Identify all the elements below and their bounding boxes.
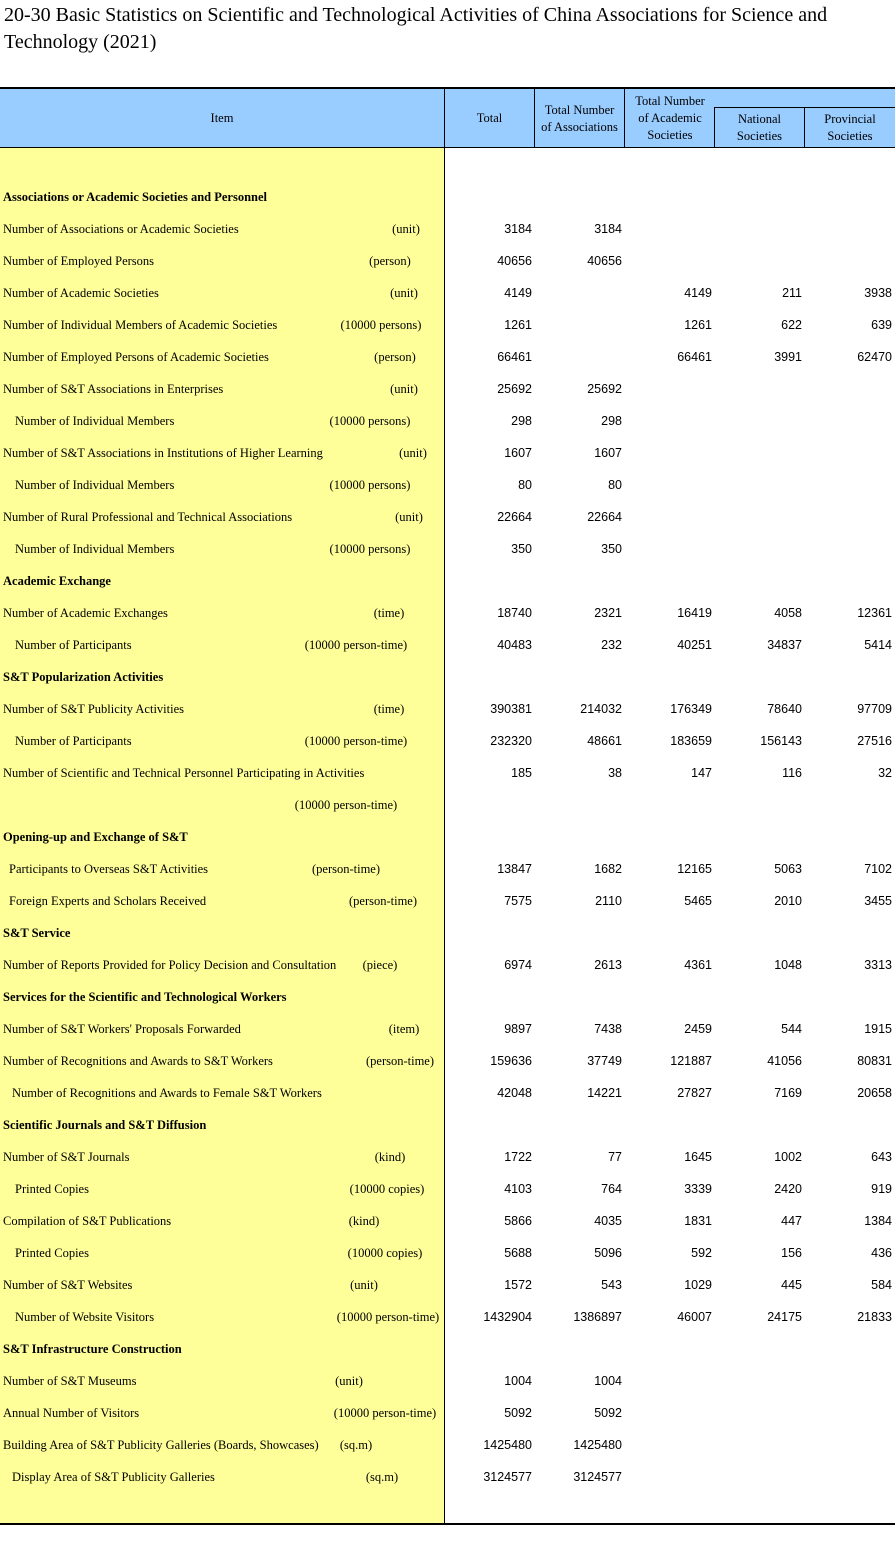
row-label: Number of Individual Members — [15, 478, 175, 492]
row-unit: (person) — [374, 350, 416, 364]
cell-value: 3339 — [684, 1182, 712, 1196]
row-unit: (10000 person-time) — [304, 734, 408, 748]
cell-value — [722, 789, 802, 821]
cell-value — [542, 341, 622, 373]
row-unit: (kind) — [374, 1150, 406, 1164]
section-row — [0, 821, 895, 853]
row-unit: (sq.m) — [365, 1470, 399, 1484]
row-label: Number of Website Visitors — [15, 1310, 155, 1324]
table-row — [0, 1461, 895, 1493]
section-row — [0, 1333, 895, 1365]
cell-value: 390381 — [490, 702, 532, 716]
row-label: Annual Number of Visitors — [3, 1406, 140, 1420]
cell-value: 2613 — [594, 958, 622, 972]
cell-value: 1607 — [504, 446, 532, 460]
cell-value: 14221 — [587, 1086, 622, 1100]
cell-value: 1004 — [594, 1374, 622, 1388]
row-label: Number of S&T Associations in Institutions of Higher Learning — [3, 446, 323, 460]
cell-value — [542, 309, 622, 341]
cell-value: 1682 — [594, 862, 622, 876]
cell-value: 584 — [871, 1278, 892, 1292]
cell-value: 40656 — [497, 254, 532, 268]
row-unit: (unit) — [392, 222, 420, 236]
row-unit: (item) — [388, 1022, 420, 1036]
row-unit: (person-time) — [311, 862, 381, 876]
table-row — [0, 1013, 895, 1045]
table-header — [0, 87, 895, 148]
cell-value: 3313 — [864, 958, 892, 972]
cell-value: 643 — [871, 1150, 892, 1164]
cell-value: 764 — [601, 1182, 622, 1196]
table-row — [0, 1173, 895, 1205]
row-unit: (unit) — [395, 510, 423, 524]
cell-value: 21833 — [857, 1310, 892, 1324]
cell-value: 80831 — [857, 1054, 892, 1068]
header-national-societies: National Societies — [736, 111, 783, 143]
cell-value — [812, 1365, 892, 1397]
cell-value: 13847 — [497, 862, 532, 876]
cell-value — [542, 789, 622, 821]
cell-value: 5688 — [504, 1246, 532, 1260]
cell-value: 1048 — [774, 958, 802, 972]
cell-value — [632, 437, 712, 469]
cell-value: 147 — [691, 766, 712, 780]
cell-value: 639 — [871, 318, 892, 332]
row-label: Participants to Overseas S&T Activities — [9, 862, 209, 876]
cell-value: 5092 — [594, 1406, 622, 1420]
cell-value: 350 — [601, 542, 622, 556]
row-unit: (sq.m) — [339, 1438, 373, 1452]
cell-value: 25692 — [497, 382, 532, 396]
cell-value: 77 — [608, 1150, 622, 1164]
table-row — [0, 1365, 895, 1397]
cell-value — [632, 469, 712, 501]
cell-value: 1915 — [864, 1022, 892, 1036]
cell-value: 919 — [871, 1182, 892, 1196]
cell-value: 4058 — [774, 606, 802, 620]
cell-value: 48661 — [587, 734, 622, 748]
cell-value: 78640 — [767, 702, 802, 716]
section-title: Scientific Journals and S&T Diffusion — [3, 1118, 207, 1132]
table-row — [0, 309, 895, 341]
cell-value: 80 — [608, 478, 622, 492]
cell-value: 18740 — [497, 606, 532, 620]
row-label: Number of S&T Websites — [3, 1278, 133, 1292]
cell-value: 1432904 — [483, 1310, 532, 1324]
row-unit: (time) — [373, 606, 405, 620]
cell-value: 46007 — [677, 1310, 712, 1324]
cell-value: 1572 — [504, 1278, 532, 1292]
cell-value: 1004 — [504, 1374, 532, 1388]
cell-value — [632, 533, 712, 565]
row-label: Printed Copies — [15, 1182, 89, 1196]
header-divider — [714, 107, 715, 148]
cell-value: 3455 — [864, 894, 892, 908]
table-row — [0, 1397, 895, 1429]
row-unit: (unit) — [390, 382, 418, 396]
table-row — [0, 405, 895, 437]
row-label: Number of S&T Museums — [3, 1374, 137, 1388]
row-unit: (10000 persons) — [329, 414, 411, 428]
cell-value — [632, 213, 712, 245]
row-label: Number of Employed Persons of Academic Societies — [3, 350, 269, 364]
cell-value: 1002 — [774, 1150, 802, 1164]
header-provincial-societies: Provincial Societies — [824, 111, 876, 143]
table-row — [0, 725, 895, 757]
cell-value — [632, 1461, 712, 1493]
section-title: Associations or Academic Societies and Personnel — [3, 190, 267, 204]
cell-value — [722, 1365, 802, 1397]
cell-value: 592 — [691, 1246, 712, 1260]
cell-value: 2459 — [684, 1022, 712, 1036]
cell-value: 185 — [511, 766, 532, 780]
row-label: Number of Recognitions and Awards to Female S&T Workers — [12, 1086, 322, 1100]
cell-value: 34837 — [767, 638, 802, 652]
section-row — [0, 981, 895, 1013]
cell-value: 350 — [511, 542, 532, 556]
cell-value: 22664 — [497, 510, 532, 524]
row-unit: (10000 persons) — [340, 318, 422, 332]
cell-value: 3124577 — [573, 1470, 622, 1484]
cell-value: 211 — [782, 286, 802, 300]
row-label: Printed Copies — [15, 1246, 89, 1260]
header-subgroup-line — [714, 107, 895, 108]
cell-value: 1261 — [504, 318, 532, 332]
cell-value: 156 — [781, 1246, 802, 1260]
row-label: Number of Individual Members — [15, 542, 175, 556]
cell-value — [812, 373, 892, 405]
row-unit: (unit) — [350, 1278, 378, 1292]
header-total-associations: Total Number of Associations — [541, 102, 618, 134]
section-row — [0, 661, 895, 693]
row-label: Number of Recognitions and Awards to S&T Workers — [3, 1054, 273, 1068]
header-divider — [534, 89, 535, 148]
cell-value — [632, 405, 712, 437]
row-unit: (10000 copies) — [347, 1246, 423, 1260]
cell-value — [632, 789, 712, 821]
section-title: Opening-up and Exchange of S&T — [3, 830, 188, 844]
table-row — [0, 341, 895, 373]
cell-value — [812, 469, 892, 501]
cell-value — [812, 501, 892, 533]
cell-value: 214032 — [580, 702, 622, 716]
table-row — [0, 245, 895, 277]
cell-value: 116 — [782, 766, 802, 780]
cell-value: 1386897 — [573, 1310, 622, 1324]
cell-value: 3124577 — [483, 1470, 532, 1484]
cell-value: 298 — [511, 414, 532, 428]
cell-value — [812, 1429, 892, 1461]
cell-value: 298 — [601, 414, 622, 428]
section-row — [0, 565, 895, 597]
row-unit: (10000 person-time) — [336, 1310, 440, 1324]
cell-value: 232320 — [490, 734, 532, 748]
cell-value: 3991 — [774, 350, 802, 364]
table-row — [0, 885, 895, 917]
cell-value: 4035 — [594, 1214, 622, 1228]
table-row — [0, 437, 895, 469]
cell-value — [452, 789, 532, 821]
cell-value: 5096 — [594, 1246, 622, 1260]
cell-value: 3938 — [864, 286, 892, 300]
table-row — [0, 1077, 895, 1109]
cell-value: 40251 — [677, 638, 712, 652]
row-unit: (10000 person-time) — [304, 638, 408, 652]
page-title: 20-30 Basic Statistics on Scientific and Technological Activities of China Associations for Science and Technology (2021) — [4, 4, 828, 53]
cell-value: 66461 — [677, 350, 712, 364]
table-row — [0, 853, 895, 885]
table-row — [0, 597, 895, 629]
cell-value — [722, 533, 802, 565]
table-row — [0, 1429, 895, 1461]
header-total: Total — [476, 111, 503, 125]
cell-value: 7575 — [504, 894, 532, 908]
cell-value — [722, 1397, 802, 1429]
cell-value — [722, 1461, 802, 1493]
section-title: S&T Popularization Activities — [3, 670, 164, 684]
cell-value: 40483 — [497, 638, 532, 652]
cell-value: 4361 — [684, 958, 712, 972]
cell-value — [812, 245, 892, 277]
cell-value — [722, 245, 802, 277]
cell-value: 62470 — [857, 350, 892, 364]
cell-value — [812, 1461, 892, 1493]
cell-value — [812, 1397, 892, 1429]
row-label: Compilation of S&T Publications — [3, 1214, 172, 1228]
cell-value: 1261 — [684, 318, 712, 332]
section-title: S&T Service — [3, 926, 71, 940]
cell-value: 5414 — [864, 638, 892, 652]
cell-value: 543 — [601, 1278, 622, 1292]
cell-value: 40656 — [587, 254, 622, 268]
table-row — [0, 533, 895, 565]
cell-value: 16419 — [677, 606, 712, 620]
cell-value: 1722 — [504, 1150, 532, 1164]
row-label: Number of Rural Professional and Technical Associations — [3, 510, 293, 524]
cell-value: 4149 — [684, 286, 712, 300]
row-unit: (unit) — [399, 446, 427, 460]
cell-value — [722, 405, 802, 437]
row-label: Number of S&T Journals — [3, 1150, 130, 1164]
row-unit: (10000 persons) — [329, 542, 411, 556]
row-label: Foreign Experts and Scholars Received — [9, 894, 207, 908]
table-row — [0, 693, 895, 725]
cell-value: 622 — [781, 318, 802, 332]
cell-value: 12361 — [857, 606, 892, 620]
cell-value: 3184 — [504, 222, 532, 236]
row-label: Number of Reports Provided for Policy Decision and Consultation — [3, 958, 337, 972]
cell-value: 22664 — [587, 510, 622, 524]
cell-value — [632, 501, 712, 533]
row-label: Number of Individual Members of Academic Societies — [3, 318, 278, 332]
cell-value: 121887 — [670, 1054, 712, 1068]
section-row — [0, 181, 895, 213]
row-unit: (unit) — [390, 286, 418, 300]
header-total-academic-societies: Total Number of Academic Societies — [635, 94, 705, 142]
row-label: Number of S&T Workers' Proposals Forwarded — [3, 1022, 241, 1036]
cell-value: 176349 — [670, 702, 712, 716]
cell-value — [722, 469, 802, 501]
cell-value — [722, 501, 802, 533]
table-row — [0, 1301, 895, 1333]
table-row — [0, 373, 895, 405]
cell-value: 159636 — [490, 1054, 532, 1068]
row-label: Number of Scientific and Technical Personnel Participating in Activities — [3, 766, 365, 780]
row-label: Number of Associations or Academic Societies — [3, 222, 239, 236]
cell-value: 5063 — [774, 862, 802, 876]
cell-value: 37749 — [587, 1054, 622, 1068]
cell-value: 42048 — [497, 1086, 532, 1100]
cell-value: 2321 — [594, 606, 622, 620]
cell-value — [812, 405, 892, 437]
cell-value: 436 — [871, 1246, 892, 1260]
table-row — [0, 629, 895, 661]
statistics-table — [0, 87, 895, 1526]
section-title: S&T Infrastructure Construction — [3, 1342, 182, 1356]
row-unit: (piece) — [362, 958, 398, 972]
row-label: Building Area of S&T Publicity Galleries (Boards, Showcases) — [3, 1438, 319, 1452]
cell-value — [632, 1397, 712, 1429]
cell-value: 27827 — [677, 1086, 712, 1100]
cell-value — [542, 277, 622, 309]
cell-value: 5866 — [504, 1214, 532, 1228]
header-divider — [804, 107, 805, 148]
cell-value: 5092 — [504, 1406, 532, 1420]
section-title: Academic Exchange — [3, 574, 111, 588]
table-bottom-rule — [0, 1523, 895, 1525]
cell-value: 5465 — [684, 894, 712, 908]
table-row — [0, 469, 895, 501]
cell-value: 445 — [781, 1278, 802, 1292]
cell-value: 80 — [518, 478, 532, 492]
cell-value: 1607 — [594, 446, 622, 460]
row-unit: (10000 persons) — [329, 478, 411, 492]
cell-value: 7102 — [864, 862, 892, 876]
row-unit: (person-time) — [365, 1054, 435, 1068]
row-label: Number of Participants — [15, 734, 132, 748]
table-row — [0, 1269, 895, 1301]
cell-value: 1425480 — [573, 1438, 622, 1452]
cell-value — [722, 1429, 802, 1461]
cell-value — [632, 245, 712, 277]
cell-value: 6974 — [504, 958, 532, 972]
cell-value — [812, 533, 892, 565]
cell-value — [722, 373, 802, 405]
cell-value: 12165 — [677, 862, 712, 876]
cell-value — [632, 373, 712, 405]
cell-value: 1425480 — [483, 1438, 532, 1452]
cell-value: 4149 — [504, 286, 532, 300]
row-unit: (10000 person-time) — [294, 798, 398, 812]
header-divider — [624, 89, 625, 148]
cell-value: 447 — [781, 1214, 802, 1228]
table-row — [0, 757, 895, 789]
cell-value — [812, 789, 892, 821]
cell-value — [812, 437, 892, 469]
cell-value: 1384 — [864, 1214, 892, 1228]
cell-value: 25692 — [587, 382, 622, 396]
section-row — [0, 1109, 895, 1141]
section-title: Services for the Scientific and Technological Workers — [3, 990, 287, 1004]
cell-value — [632, 1429, 712, 1461]
table-row — [0, 501, 895, 533]
table-row — [0, 1237, 895, 1269]
cell-value: 97709 — [857, 702, 892, 716]
cell-value: 20658 — [857, 1086, 892, 1100]
row-label: Number of Employed Persons — [3, 254, 155, 268]
cell-value — [722, 437, 802, 469]
table-row — [0, 277, 895, 309]
cell-value: 1831 — [684, 1214, 712, 1228]
cell-value: 41056 — [767, 1054, 802, 1068]
table-row — [0, 949, 895, 981]
cell-value: 66461 — [497, 350, 532, 364]
row-label: Number of S&T Publicity Activities — [3, 702, 185, 716]
table-row — [0, 1205, 895, 1237]
cell-value: 544 — [781, 1022, 802, 1036]
cell-value: 38 — [608, 766, 622, 780]
table-row — [0, 789, 895, 821]
section-row — [0, 917, 895, 949]
header-item: Item — [210, 111, 234, 125]
cell-value: 2420 — [774, 1182, 802, 1196]
row-label: Number of Academic Societies — [3, 286, 159, 300]
row-label: Number of Participants — [15, 638, 132, 652]
row-unit: (unit) — [335, 1374, 363, 1388]
row-label: Number of Academic Exchanges — [3, 606, 168, 620]
cell-value: 24175 — [767, 1310, 802, 1324]
cell-value: 27516 — [857, 734, 892, 748]
cell-value — [722, 213, 802, 245]
row-unit: (person) — [369, 254, 411, 268]
cell-value: 1029 — [684, 1278, 712, 1292]
cell-value: 7169 — [774, 1086, 802, 1100]
cell-value: 7438 — [594, 1022, 622, 1036]
row-label: Display Area of S&T Publicity Galleries — [12, 1470, 215, 1484]
cell-value: 1645 — [684, 1150, 712, 1164]
row-unit: (person-time) — [348, 894, 418, 908]
table-row — [0, 1141, 895, 1173]
cell-value: 2110 — [595, 894, 622, 908]
cell-value — [632, 1365, 712, 1397]
cell-value: 2010 — [774, 894, 802, 908]
table-row — [0, 1045, 895, 1077]
cell-value: 32 — [878, 766, 892, 780]
cell-value: 4103 — [504, 1182, 532, 1196]
row-unit: (time) — [373, 702, 405, 716]
cell-value: 3184 — [594, 222, 622, 236]
row-label: Number of Individual Members — [15, 414, 175, 428]
row-unit: (10000 person-time) — [333, 1406, 437, 1420]
cell-value — [812, 213, 892, 245]
row-unit: (kind) — [348, 1214, 380, 1228]
cell-value: 183659 — [670, 734, 712, 748]
row-label: Number of S&T Associations in Enterprises — [3, 382, 224, 396]
table-row — [0, 213, 895, 245]
cell-value: 156143 — [760, 734, 802, 748]
cell-value: 232 — [601, 638, 622, 652]
cell-value: 9897 — [504, 1022, 532, 1036]
row-unit: (10000 copies) — [349, 1182, 425, 1196]
